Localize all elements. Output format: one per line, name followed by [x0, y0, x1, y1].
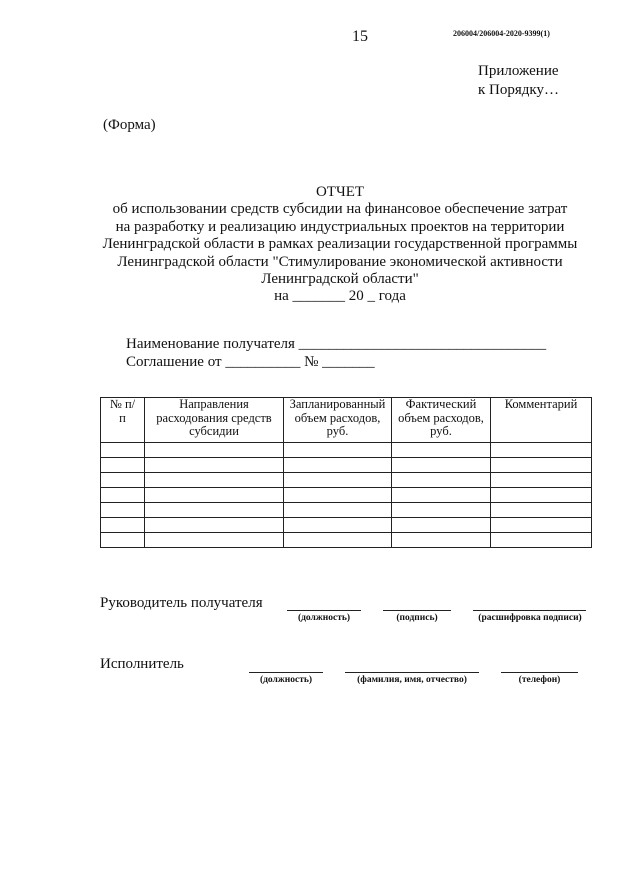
table-cell[interactable] — [491, 488, 592, 503]
table-cell[interactable] — [392, 473, 491, 488]
title-line: об использовании средств субсидии на финансовое обеспечение затрат — [112, 201, 568, 218]
table-row — [101, 488, 592, 503]
head-name-line[interactable] — [473, 610, 586, 611]
table-cell[interactable] — [491, 458, 592, 473]
table-cell[interactable] — [392, 503, 491, 518]
header-cell-comment: Комментарий — [491, 398, 592, 443]
title-line: ОТЧЕТ — [315, 184, 365, 200]
header-cell-actual: Фактический объем расходов, руб. — [392, 398, 491, 443]
table-cell[interactable] — [284, 518, 392, 533]
table-body — [101, 443, 592, 548]
table-cell[interactable] — [101, 503, 145, 518]
table-row — [101, 443, 592, 458]
recipient-block — [126, 335, 546, 371]
table-row — [101, 503, 592, 518]
table-header-row — [101, 398, 592, 443]
table-cell[interactable] — [392, 533, 491, 548]
table-cell[interactable] — [145, 473, 284, 488]
recipient-name-line: Наименование получателя _________________________________ — [126, 336, 547, 352]
header-cell-number: № п/п — [101, 398, 145, 443]
table-cell[interactable] — [284, 443, 392, 458]
executor-name-label: (фамилия, имя, отчество) — [357, 675, 467, 685]
table-cell[interactable] — [284, 473, 392, 488]
agreement-line: Соглашение от __________ № _______ — [126, 354, 375, 370]
table-cell[interactable] — [145, 458, 284, 473]
appendix-note — [478, 62, 559, 100]
table-cell[interactable] — [101, 473, 145, 488]
table-cell[interactable] — [145, 533, 284, 548]
page-number: 15 — [352, 28, 368, 45]
table-cell[interactable] — [284, 533, 392, 548]
executor-position-line[interactable] — [249, 672, 323, 673]
table-cell[interactable] — [392, 458, 491, 473]
table-row — [101, 533, 592, 548]
table-cell[interactable] — [101, 488, 145, 503]
head-signature-label: (подпись) — [396, 613, 438, 623]
table-cell[interactable] — [101, 443, 145, 458]
document-number: 206004/206004-2020-9399(1) — [453, 29, 550, 38]
report-title — [0, 184, 640, 306]
head-position-label: (должность) — [297, 613, 351, 623]
executor-name-line[interactable] — [345, 672, 479, 673]
table-cell[interactable] — [491, 533, 592, 548]
head-name-label: (расшифровка подписи) — [478, 613, 582, 623]
table-cell[interactable] — [392, 443, 491, 458]
executor-phone-line[interactable] — [501, 672, 578, 673]
header-cell-direction: Направления расходования средств субсидии — [145, 398, 284, 443]
appendix-line: к Порядку… — [478, 82, 559, 98]
table-cell[interactable] — [101, 518, 145, 533]
table-cell[interactable] — [145, 503, 284, 518]
title-line: на разработку и реализацию индустриальных проектов на территории — [115, 218, 565, 235]
table-cell[interactable] — [491, 503, 592, 518]
table-row — [101, 518, 592, 533]
report-table — [100, 397, 592, 548]
table-cell[interactable] — [284, 503, 392, 518]
table-cell[interactable] — [491, 473, 592, 488]
head-signature-line[interactable] — [383, 610, 451, 611]
executor-title: Исполнитель — [100, 656, 184, 672]
header-cell-planned: Запланированный объем расходов, руб. — [284, 398, 392, 443]
title-line: на _______ 20 _ года — [274, 288, 406, 305]
table-row — [101, 473, 592, 488]
table-cell[interactable] — [491, 518, 592, 533]
table-cell[interactable] — [284, 458, 392, 473]
head-signature-title: Руководитель получателя — [100, 595, 263, 611]
title-line: Ленинградской области" — [261, 271, 419, 288]
appendix-line: Приложение — [478, 63, 559, 79]
table-cell[interactable] — [145, 443, 284, 458]
table-cell[interactable] — [491, 443, 592, 458]
table-cell[interactable] — [145, 488, 284, 503]
table-cell[interactable] — [392, 488, 491, 503]
executor-position-label: (должность) — [259, 675, 313, 685]
table-row — [101, 458, 592, 473]
title-line: Ленинградской области в рамках реализации государственной программы — [102, 236, 578, 253]
title-line: Ленинградской области "Стимулирование экономической активности — [117, 253, 563, 270]
table-cell[interactable] — [392, 518, 491, 533]
form-label: (Форма) — [103, 117, 156, 133]
table-cell[interactable] — [101, 458, 145, 473]
table-cell[interactable] — [145, 518, 284, 533]
table-cell[interactable] — [284, 488, 392, 503]
table-cell[interactable] — [101, 533, 145, 548]
head-position-line[interactable] — [287, 610, 361, 611]
executor-phone-label: (телефон) — [518, 675, 561, 685]
